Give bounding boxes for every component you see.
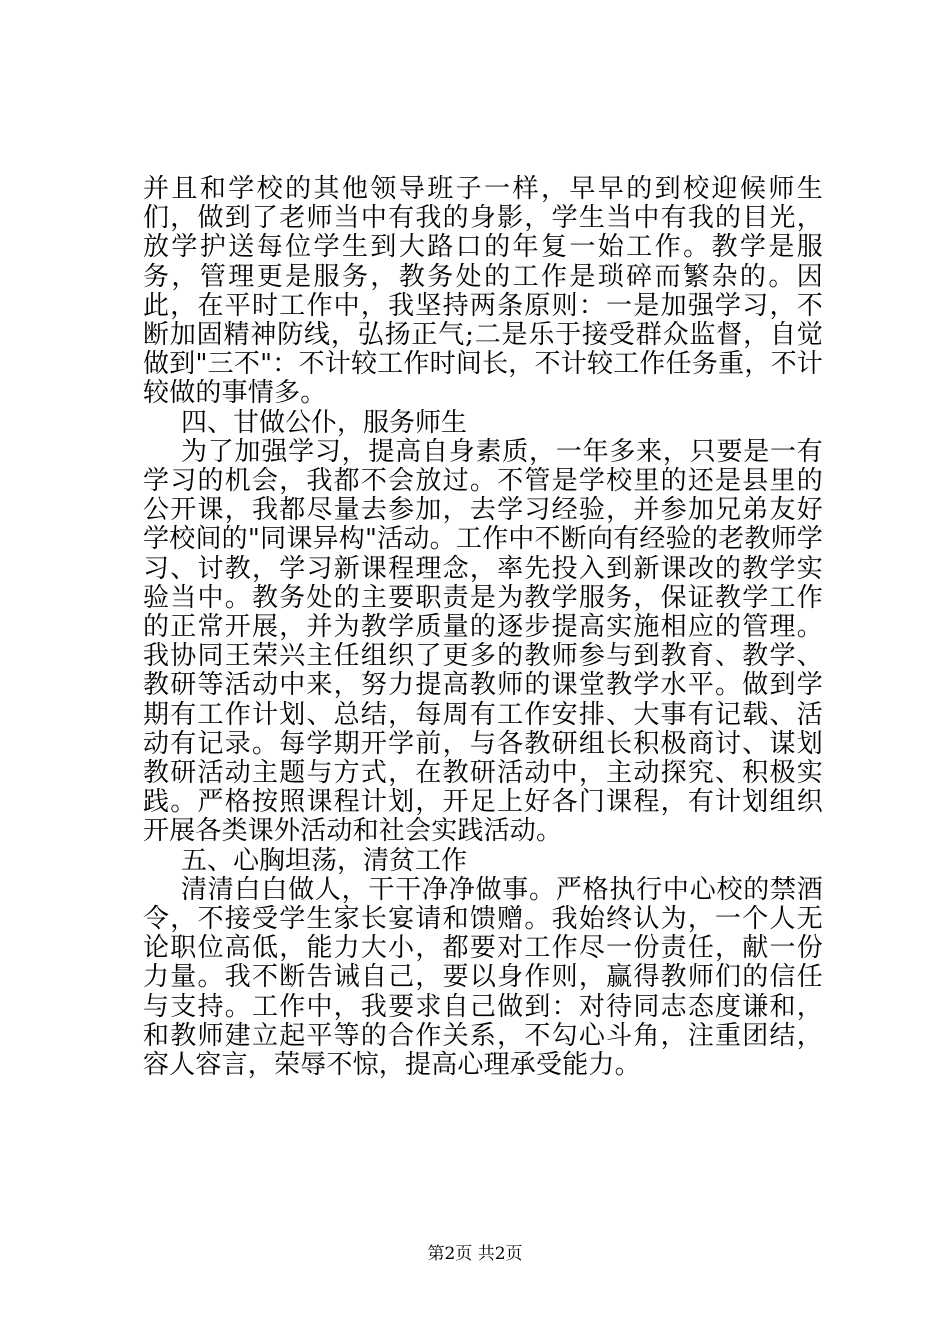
- paragraph-section-4: 为了加强学习，提高自身素质，一年多来，只要是一有学习的机会，我都不会放过。不管是学校里的还是县里的公开课，我都尽量去参加，去学习经验，并参加兄弟友好学校间的"同课异构"活动。工作中不断向有经验的老教师学习、讨教，学习新课程理念，率先投入到新课改的教学实验当中。教务处的主要职责是为教学服务，保证教学工作的正常开展，并为教学质量的逐步提高实施相应的管理。我协同王荣兴主任组织了更多的教师参与到教育、教学、教研等活动中来，努力提高教师的课堂教学水平。做到学期有工作计划、总结，每周有工作安排、大事有记载、活动有记录。每学期开学前，与各教研组长积极商讨、谋划教研活动主题与方式，在教研活动中，主动探究、积极实践。严格按照课程计划，开足上好各门课程，有计划组织开展各类课外活动和社会实践活动。: [143, 436, 823, 847]
- page-footer: 第2页 共2页: [427, 1244, 523, 1264]
- paragraph-section-5: 清清白白做人，干干净净做事。严格执行中心校的禁酒令，不接受学生家长宴请和馈赠。我始终认为，一个人无论职位高低，能力大小，都要对工作尽一份责任，献一份力量。我不断告诫自己，要以身作则，赢得教师们的信任与支持。工作中，我要求自己做到：对待同志态度谦和，和教师建立起平等的合作关系，不勾心斗角，注重团结，容人容言，荣辱不惊，提高心理承受能力。: [143, 874, 823, 1081]
- section-heading-5: 五、心胸坦荡，清贫工作: [181, 845, 468, 876]
- section-heading-4: 四、甘做公仆，服务师生: [181, 407, 468, 438]
- document-body: [143, 175, 823, 1080]
- paragraph-continuation: 并且和学校的其他领导班子一样，早早的到校迎候师生们，做到了老师当中有我的身影，学生当中有我的目光，放学护送每位学生到大路口的年复一始工作。教学是服务，管理更是服务，教务处的工作是琐碎而繁杂的。因此，在平时工作中，我坚持两条原则：一是加强学习，不断加固精神防线，弘扬正气;二是乐于接受群众监督，自觉做到"三不"：不计较工作时间长，不计较工作任务重，不计较做的事情多。: [143, 174, 823, 409]
